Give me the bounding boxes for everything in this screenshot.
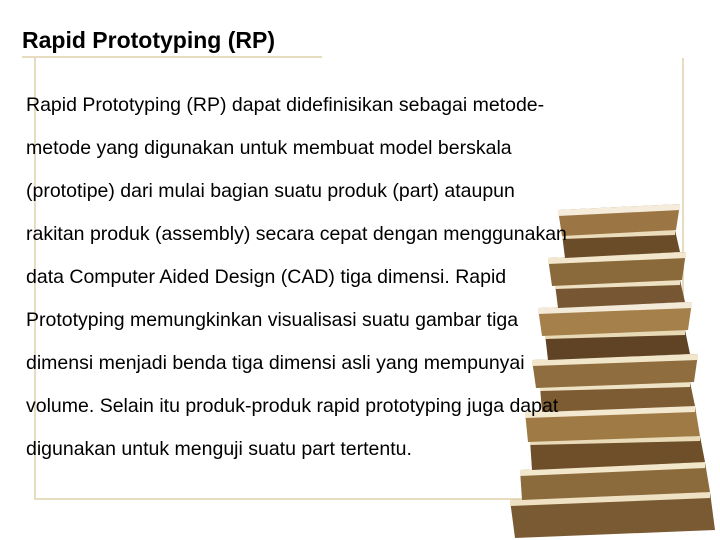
body-line: data Computer Aided Design (CAD) tiga dimensi. Rapid — [26, 266, 507, 288]
body-paragraph — [26, 84, 696, 471]
body-line: Rapid Prototyping (RP) dapat didefinisikan sebagai metode- — [26, 94, 545, 116]
body-line: dimensi menjadi benda tiga dimensi asli yang mempunyai — [26, 352, 525, 374]
body-line: digunakan untuk menguji suatu part tertentu. — [26, 438, 412, 460]
body-line: Prototyping memungkinkan visualisasi suatu gambar tiga — [26, 309, 519, 331]
title-underline — [22, 56, 322, 58]
body-line: (prototipe) dari mulai bagian suatu produk (part) ataupun — [26, 180, 515, 202]
slide-title: Rapid Prototyping (RP) — [22, 27, 275, 53]
body-line: volume. Selain itu produk-produk rapid prototyping juga dapat — [26, 395, 559, 417]
body-line: metode yang digunakan untuk membuat model berskala — [26, 137, 512, 159]
body-line: rakitan produk (assembly) secara cepat dengan menggunakan — [26, 223, 567, 245]
